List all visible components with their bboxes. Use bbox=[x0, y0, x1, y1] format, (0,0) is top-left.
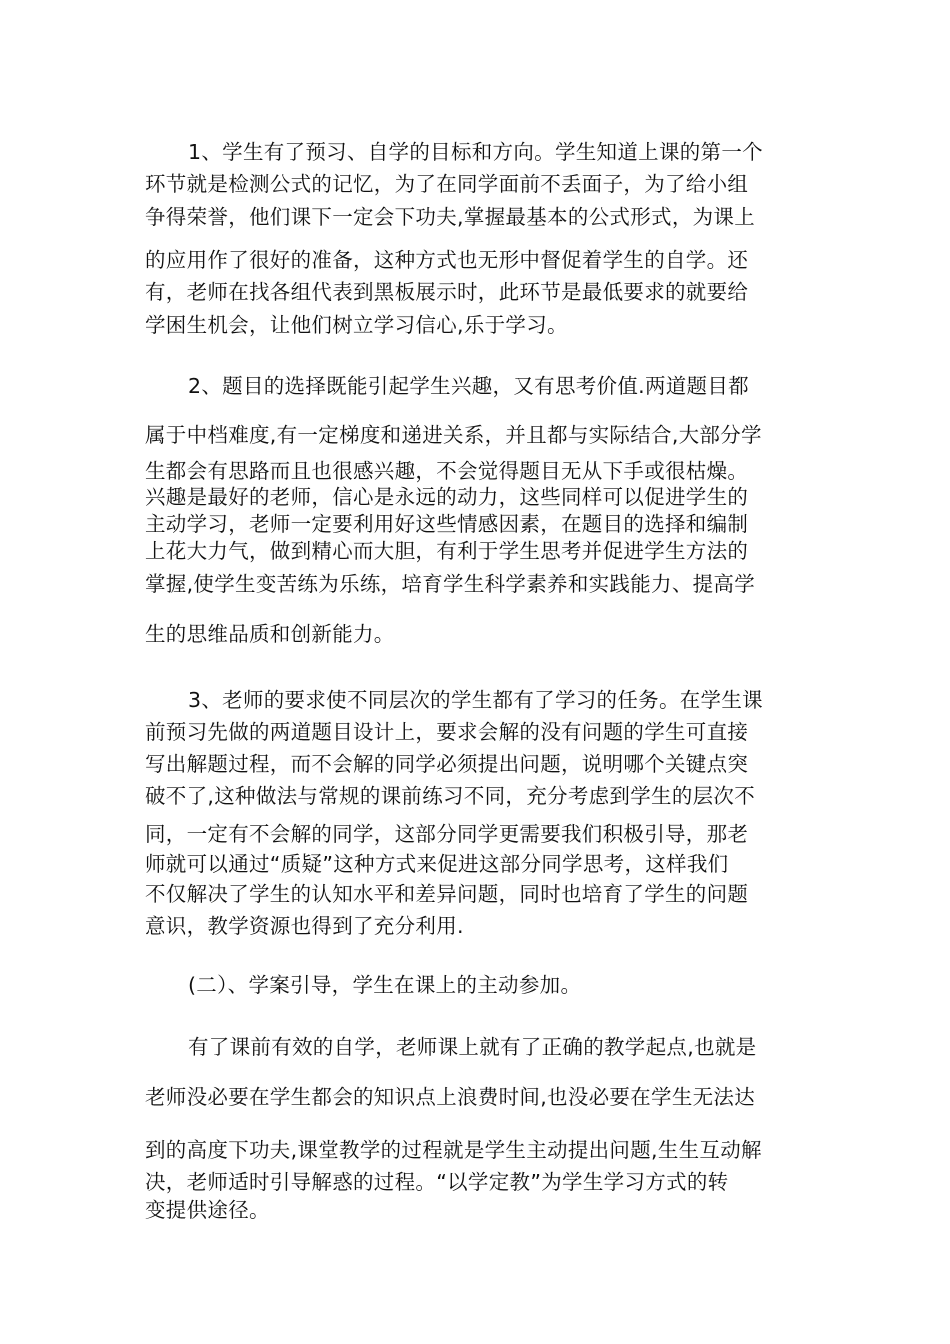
text-line: 师就可以通过“质疑”这种方式来促进这部分同学思考，这样我们 bbox=[145, 852, 729, 876]
text-line: 有，老师在找各组代表到黑板展示时，此环节是最低要求的就要给 bbox=[145, 280, 749, 304]
text-line: 属于中档难度,有一定梯度和递进关系，并且都与实际结合,大部分学 bbox=[145, 423, 762, 447]
text-line: 1、学生有了预习、自学的目标和方向。学生知道上课的第一个 bbox=[188, 140, 763, 164]
text-line: 变提供途径。 bbox=[145, 1198, 270, 1222]
text-line: 同，一定有不会解的同学，这部分同学更需要我们积极引导，那老 bbox=[145, 822, 749, 846]
text-line: 生都会有思路而且也很感兴趣，不会觉得题目无从下手或很枯燥。 bbox=[145, 459, 749, 483]
text-line: 破不了,这种做法与常规的课前练习不同，充分考虑到学生的层次不 bbox=[145, 784, 756, 808]
text-line: 有了课前有效的自学，老师课上就有了正确的教学起点,也就是 bbox=[188, 1035, 757, 1059]
text-line: 的应用作了很好的准备，这种方式也无形中督促着学生的自学。还 bbox=[145, 248, 749, 272]
text-line: 前预习先做的两道题目设计上，要求会解的没有问题的学生可直接 bbox=[145, 720, 749, 744]
text-line: 兴趣是最好的老师，信心是永远的动力，这些同样可以促进学生的 bbox=[145, 485, 749, 509]
text-line: 主动学习，老师一定要利用好这些情感因素，在题目的选择和编制 bbox=[145, 512, 749, 536]
text-line: 3、老师的要求使不同层次的学生都有了学习的任务。在学生课 bbox=[188, 688, 763, 712]
text-line: 上花大力气，做到精心而大胆，有利于学生思考并促进学生方法的 bbox=[145, 539, 749, 563]
text-line: 争得荣誉，他们课下一定会下功夫,掌握最基本的公式形式，为课上 bbox=[145, 205, 756, 229]
text-line: 不仅解决了学生的认知水平和差异问题，同时也培育了学生的问题 bbox=[145, 882, 749, 906]
text-line: 老师没必要在学生都会的知识点上浪费时间,也没必要在学生无法达 bbox=[145, 1085, 756, 1109]
text-line: 决，老师适时引导解惑的过程。“以学定教”为学生学习方式的转 bbox=[145, 1170, 729, 1194]
text-line: 学困生机会，让他们树立学习信心,乐于学习。 bbox=[145, 313, 568, 337]
text-line: 2、题目的选择既能引起学生兴趣，又有思考价值.两道题目都 bbox=[188, 374, 749, 398]
text-line: 到的高度下功夫,课堂教学的过程就是学生主动提出问题,生生互动解 bbox=[145, 1138, 762, 1162]
text-line: 写出解题过程，而不会解的同学必须提出问题，说明哪个关键点突 bbox=[145, 752, 749, 776]
text-line: (二）、学案引导，学生在课上的主动参加。 bbox=[188, 973, 582, 997]
text-line: 环节就是检测公式的记忆，为了在同学面前不丢面子，为了给小组 bbox=[145, 172, 749, 196]
text-line: 意识，教学资源也得到了充分利用. bbox=[145, 914, 464, 938]
text-line: 掌握,使学生变苦练为乐练，培育学生科学素养和实践能力、提高学 bbox=[145, 572, 756, 596]
text-line: 生的思维品质和创新能力。 bbox=[145, 622, 395, 646]
